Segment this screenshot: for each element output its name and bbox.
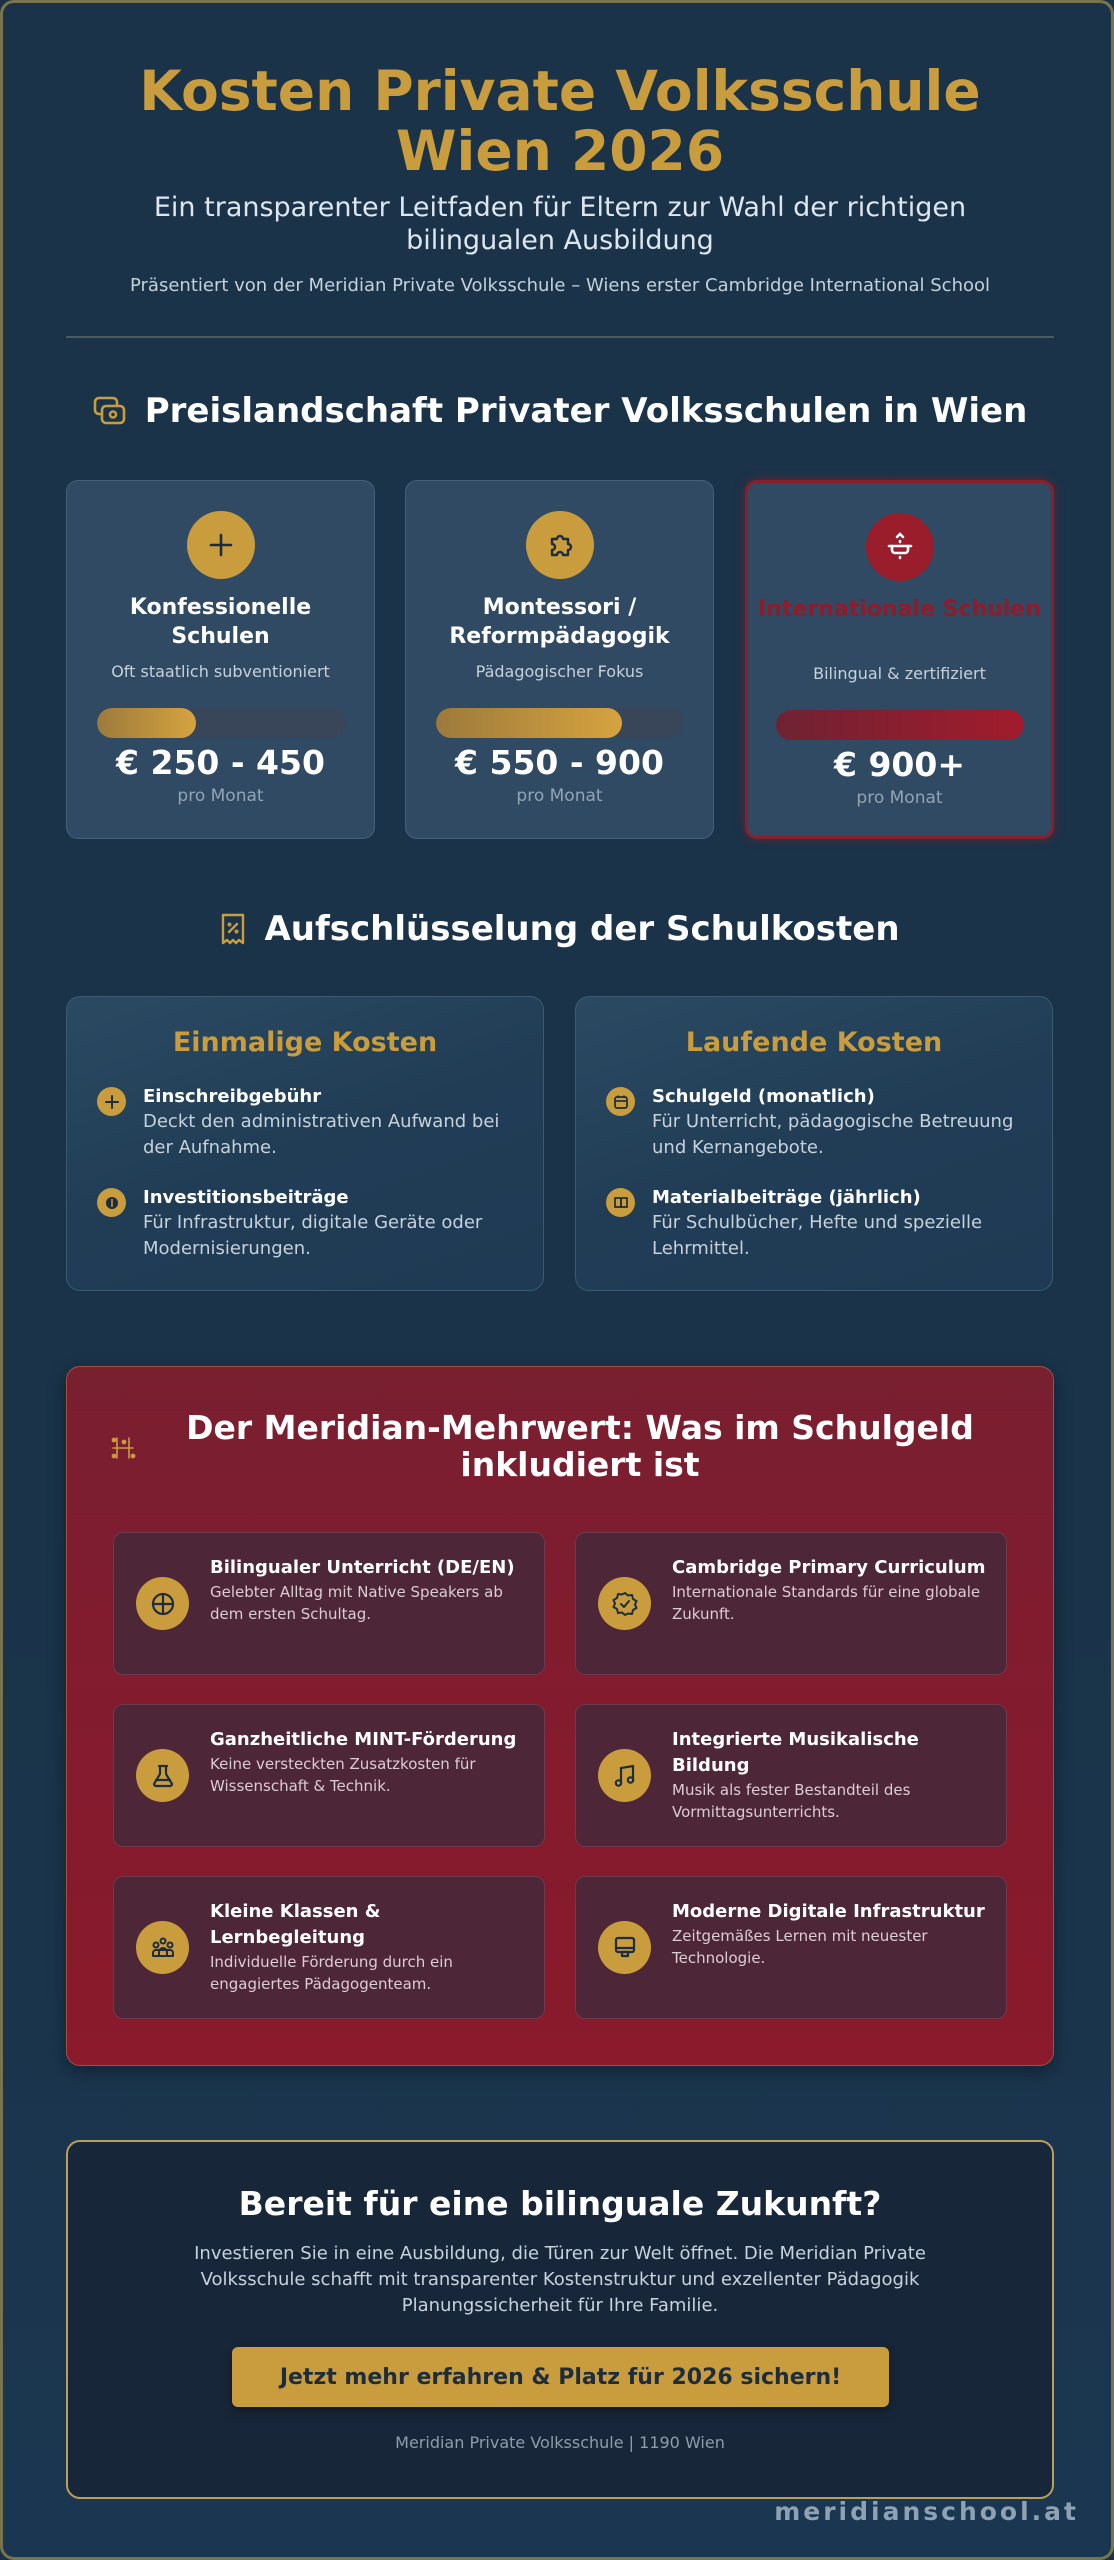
one-time-costs-title: Einmalige Kosten <box>172 1027 438 1058</box>
value-item-title: Bilingualer Unterricht (DE/EN) <box>210 1557 515 1578</box>
price-card-price: € 250 - 450 <box>116 743 325 782</box>
website-link[interactable]: meridianschool.at <box>774 2497 1079 2526</box>
presented-by: Präsentiert von der Meridian Private Volksschule – Wiens erster Cambridge International School <box>129 275 991 296</box>
cost-item-desc: Für Infrastruktur, digitale Geräte oder Modernisierungen. <box>143 1212 483 1259</box>
value-item-desc: Internationale Standards für eine globale Zukunft. <box>672 1583 981 1623</box>
price-card-name: Montessori / Reformpädagogik <box>449 595 670 649</box>
flask-icon <box>136 1749 189 1802</box>
price-card-name: Internationale Schulen <box>758 597 1041 622</box>
value-section <box>66 1366 1054 2066</box>
price-card-note: Bilingual & zertifiziert <box>813 664 986 683</box>
cost-item-title: Schulgeld (monatlich) <box>652 1086 875 1107</box>
value-item-title: Ganzheitliche MINT-Förderung <box>210 1729 517 1750</box>
cta-footer: Meridian Private Volksschule | 1190 Wien <box>395 2433 725 2452</box>
breakdown-section <box>66 3 1054 1303</box>
price-card-unit: pro Monat <box>856 788 943 808</box>
value-item-title: Kleine Klassen & Lernbegleitung <box>210 1901 381 1948</box>
recurring-costs-title: Laufende Kosten <box>685 1027 943 1058</box>
price-card-name: Konfessionelle Schulen <box>129 595 312 649</box>
plus-icon <box>97 1087 126 1116</box>
value-item <box>575 1876 1007 2019</box>
recurring-costs-card <box>575 996 1053 1291</box>
badge-check-icon <box>598 1577 651 1630</box>
value-item <box>113 1532 545 1675</box>
cta-button[interactable]: Jetzt mehr erfahren & Platz für 2026 sichern! <box>232 2347 889 2407</box>
cta-text: Investieren Sie in eine Ausbildung, die Türen zur Welt öffnet. Die Meridian Private Volksschule schafft mit transparenter Kostenstruktur und exzellenter Pädagogik Planungssicherheit für Ihre Familie. <box>194 2243 926 2316</box>
value-item-title: Moderne Digitale Infrastruktur <box>672 1901 985 1922</box>
value-item-title: Cambridge Primary Curriculum <box>672 1557 986 1578</box>
cost-item-desc: Deckt den administrativen Aufwand bei der Aufnahme. <box>143 1111 500 1158</box>
monitor-icon <box>598 1921 651 1974</box>
value-item-desc: Individuelle Förderung durch ein engagiertes Pädagogenteam. <box>210 1953 453 1993</box>
one-time-costs-card <box>66 996 544 1291</box>
value-item <box>575 1704 1007 1847</box>
pricing-heading-text: Preislandschaft Privater Volksschulen in Wien <box>144 391 1028 431</box>
value-item <box>113 1876 545 2019</box>
price-card-price: € 550 - 900 <box>455 743 664 782</box>
price-card-unit: pro Monat <box>177 786 264 806</box>
breakdown-heading-text: Aufschlüsselung der Schulkosten <box>264 909 900 949</box>
breakdown-heading <box>66 909 1054 949</box>
cta-section <box>66 2140 1054 2499</box>
cost-item-title: Einschreibgebühr <box>143 1086 322 1107</box>
coin-icon <box>97 1188 126 1217</box>
price-card-price: € 900+ <box>834 745 965 784</box>
cost-item-title: Materialbeiträge (jährlich) <box>652 1187 921 1208</box>
users-icon <box>136 1921 189 1974</box>
price-card-note: Oft staatlich subventioniert <box>111 662 330 681</box>
receipt-icon <box>220 912 246 946</box>
music-icon <box>598 1749 651 1802</box>
book-icon <box>606 1188 635 1217</box>
price-card-unit: pro Monat <box>516 786 603 806</box>
value-item-title: Integrierte Musikalische Bildung <box>672 1729 919 1776</box>
price-card-note: Pädagogischer Fokus <box>475 662 644 681</box>
cost-item-desc: Für Unterricht, pädagogische Betreuung und Kernangebote. <box>652 1111 1014 1158</box>
page-subtitle: Ein transparenter Leitfaden für Eltern zur Wahl der richtigen bilingualen Ausbildung <box>153 192 967 256</box>
sparkles-icon <box>111 1434 137 1466</box>
value-item <box>575 1532 1007 1675</box>
globe-icon <box>136 1577 189 1630</box>
cost-item-title: Investitionsbeiträge <box>143 1187 349 1208</box>
value-item-desc: Keine versteckten Zusatzkosten für Wissenschaft & Technik. <box>210 1755 476 1795</box>
calendar-icon <box>606 1087 635 1116</box>
cost-item-desc: Für Schulbücher, Hefte und spezielle Lehrmittel. <box>652 1212 983 1259</box>
page-title: Kosten Private Volksschule Wien 2026 <box>139 59 981 183</box>
value-item-desc: Gelebter Alltag mit Native Speakers ab dem ersten Schultag. <box>210 1583 503 1623</box>
cta-heading: Bereit für eine bilinguale Zukunft? <box>238 2184 882 2223</box>
value-item <box>113 1704 545 1847</box>
value-item-desc: Musik als fester Bestandteil des Vormittagsunterrichts. <box>672 1781 911 1821</box>
value-heading: Der Meridian-Mehrwert: Was im Schulgeld inkludiert ist <box>186 1408 974 1484</box>
value-item-desc: Zeitgemäßes Lernen mit neuester Technologie. <box>672 1927 928 1967</box>
